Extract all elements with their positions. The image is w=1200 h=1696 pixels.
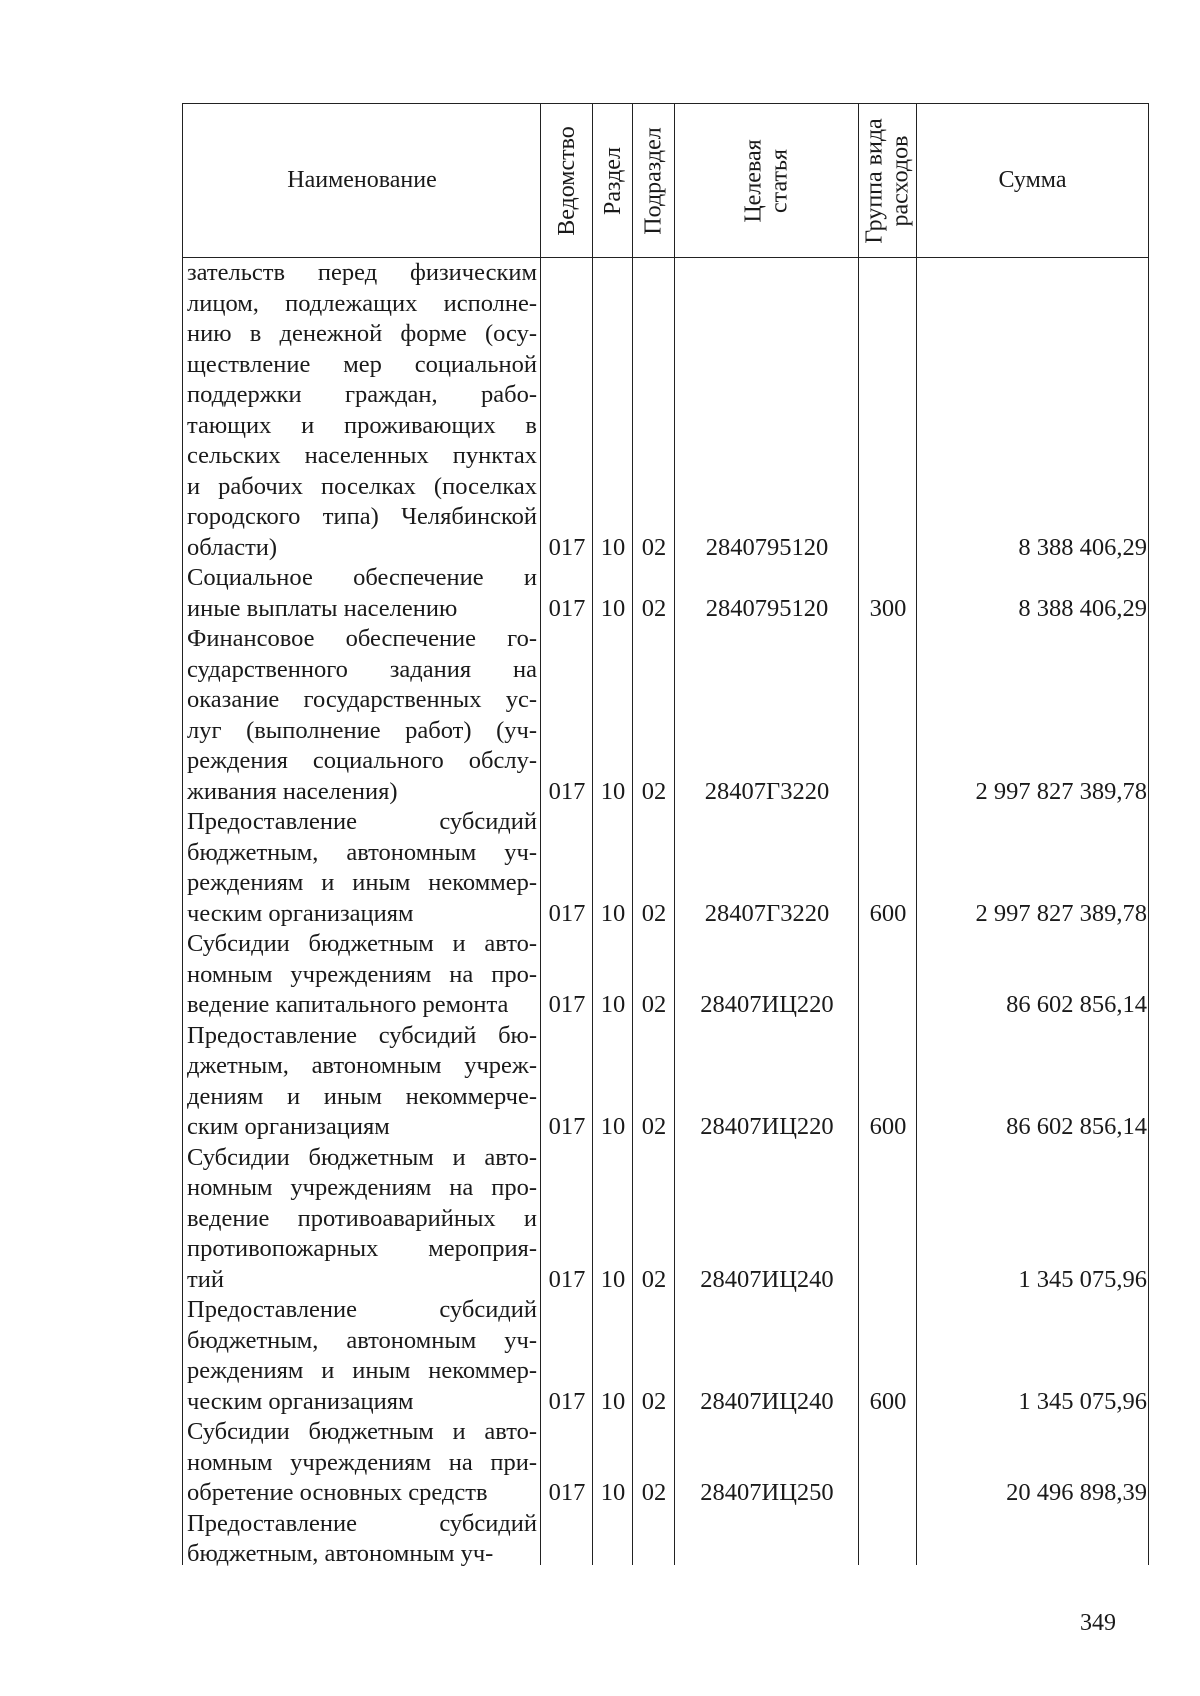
row-name-line: сельских населенных пунктах bbox=[187, 442, 537, 469]
summa-cell: 2 997 827 389,78 bbox=[975, 899, 1147, 927]
row-name-line: Предоставление субсидий бю- bbox=[187, 1021, 537, 1049]
row-name bbox=[187, 1509, 537, 1570]
podrazdel-cell: 02 bbox=[641, 777, 667, 805]
header-celevaya-line1: Целевая bbox=[740, 138, 767, 223]
podrazdel-cell: 02 bbox=[641, 594, 667, 622]
header-razdel-label: Раздел bbox=[600, 146, 627, 215]
celevaya-cell: 28407ИЦ240 bbox=[700, 1265, 834, 1293]
row-name-line: тающих и проживающих в bbox=[187, 411, 537, 439]
summa-cell: 20 496 898,39 bbox=[1006, 1479, 1147, 1506]
row-name bbox=[187, 1417, 537, 1509]
celevaya-cell: 28407ИЦ250 bbox=[700, 1479, 834, 1506]
row-name bbox=[187, 563, 537, 624]
podrazdel-cell: 02 bbox=[641, 1387, 667, 1415]
row-name-line: Субсидии бюджетным и авто- bbox=[187, 1418, 537, 1445]
vedomstvo-cell: 017 bbox=[548, 1113, 586, 1140]
table-row bbox=[183, 1143, 1148, 1296]
row-name-line: ским организациям bbox=[187, 1113, 390, 1140]
row-name-line: Предоставление субсидий bbox=[187, 1509, 537, 1537]
row-name-line: обретение основных средств bbox=[187, 1479, 488, 1506]
table-row bbox=[183, 563, 1148, 624]
summa-cell: 8 388 406,29 bbox=[1018, 533, 1147, 561]
table-row bbox=[183, 1417, 1148, 1509]
celevaya-cell: 2840795120 bbox=[705, 594, 829, 622]
row-name-line: сударственного задания на bbox=[187, 655, 537, 683]
header-summa-label: Сумма bbox=[998, 167, 1067, 193]
row-name bbox=[187, 624, 537, 807]
row-name-line: городского типа) Челябинской bbox=[187, 503, 537, 530]
row-name-line: джетным, автономным учреж- bbox=[187, 1052, 537, 1079]
row-name-line: иные выплаты населению bbox=[187, 594, 458, 622]
row-name-line: лицом, подлежащих исполне- bbox=[187, 289, 537, 317]
row-name-line: бюджетным, автономным уч- bbox=[187, 838, 537, 866]
budget-table bbox=[182, 103, 1149, 1565]
gruppa-cell: 600 bbox=[869, 1113, 907, 1140]
header-gruppa bbox=[859, 104, 917, 257]
razdel-cell: 10 bbox=[600, 1265, 626, 1293]
gruppa-cell: 600 bbox=[869, 1387, 907, 1415]
razdel-cell: 10 bbox=[600, 533, 626, 561]
row-name-line: оказание государственных ус- bbox=[187, 686, 537, 713]
row-name-line: номным учреждениям на при- bbox=[187, 1448, 537, 1476]
summa-cell: 86 602 856,14 bbox=[1006, 991, 1147, 1018]
celevaya-cell: 28407Г3220 bbox=[704, 899, 830, 927]
razdel-cell: 10 bbox=[600, 594, 626, 622]
header-name-label: Наименование bbox=[287, 167, 437, 193]
row-name-line: ческим организациям bbox=[187, 1387, 414, 1415]
row-name-line: реждениям и иным некоммер- bbox=[187, 869, 537, 896]
table-row bbox=[183, 258, 1148, 563]
row-name-line: ведение капитального ремонта bbox=[187, 991, 509, 1018]
row-name-line: Предоставление субсидий bbox=[187, 808, 537, 835]
row-name bbox=[187, 1143, 537, 1296]
row-name-line: ществление мер социальной bbox=[187, 350, 537, 378]
celevaya-cell: 28407ИЦ220 bbox=[700, 1113, 834, 1140]
header-celevaya-label bbox=[741, 139, 793, 222]
header-name bbox=[183, 104, 541, 257]
row-name-line: нию в денежной форме (осу- bbox=[187, 320, 537, 347]
table-header bbox=[183, 103, 1148, 258]
vedomstvo-cell: 017 bbox=[548, 533, 586, 561]
row-name bbox=[187, 807, 537, 929]
header-podrazdel-label: Подраздел bbox=[641, 126, 668, 235]
row-name-line: противопожарных мероприя- bbox=[187, 1235, 537, 1262]
table-row bbox=[183, 929, 1148, 1021]
razdel-cell: 10 bbox=[600, 777, 626, 805]
row-name-line: луг (выполнение работ) (уч- bbox=[187, 716, 537, 744]
header-podrazdel bbox=[633, 104, 675, 257]
header-celevaya-line2: статья bbox=[766, 148, 793, 213]
summa-cell: 8 388 406,29 bbox=[1018, 594, 1147, 622]
row-name bbox=[187, 1295, 537, 1417]
vedomstvo-cell: 017 bbox=[548, 991, 586, 1018]
row-name-line: бюджетным, автономным уч- bbox=[187, 1540, 494, 1567]
podrazdel-cell: 02 bbox=[641, 899, 667, 927]
table-row bbox=[183, 807, 1148, 929]
podrazdel-cell: 02 bbox=[641, 1113, 667, 1140]
celevaya-cell: 28407ИЦ220 bbox=[700, 991, 834, 1018]
row-name-line: номным учреждениям на про- bbox=[187, 960, 537, 988]
summa-cell: 86 602 856,14 bbox=[1006, 1113, 1147, 1140]
razdel-cell: 10 bbox=[600, 899, 626, 927]
row-name-line: реждения социального обслу- bbox=[187, 747, 537, 774]
razdel-cell: 10 bbox=[600, 991, 626, 1018]
podrazdel-cell: 02 bbox=[641, 991, 667, 1018]
gruppa-cell: 300 bbox=[869, 594, 907, 622]
podrazdel-cell: 02 bbox=[641, 533, 667, 561]
summa-cell: 1 345 075,96 bbox=[1018, 1265, 1147, 1293]
header-gruppa-label bbox=[862, 118, 914, 243]
row-name-line: Финансовое обеспечение го- bbox=[187, 625, 537, 652]
celevaya-cell: 28407ИЦ240 bbox=[700, 1387, 834, 1415]
table-row bbox=[183, 1509, 1148, 1570]
table-row bbox=[183, 1021, 1148, 1143]
summa-cell: 2 997 827 389,78 bbox=[975, 777, 1147, 805]
row-name-line: номным учреждениям на про- bbox=[187, 1174, 537, 1201]
podrazdel-cell: 02 bbox=[641, 1265, 667, 1293]
table-row bbox=[183, 624, 1148, 807]
row-name-line: реждениям и иным некоммер- bbox=[187, 1357, 537, 1384]
row-name-line: области) bbox=[187, 533, 278, 561]
razdel-cell: 10 bbox=[600, 1113, 626, 1140]
row-name-line: живания населения) bbox=[187, 777, 398, 805]
row-name-line: поддержки граждан, рабо- bbox=[187, 381, 537, 408]
celevaya-cell: 2840795120 bbox=[705, 533, 829, 561]
razdel-cell: 10 bbox=[600, 1479, 626, 1506]
vedomstvo-cell: 017 bbox=[548, 1479, 586, 1506]
row-name bbox=[187, 1021, 537, 1143]
vedomstvo-cell: 017 bbox=[548, 594, 586, 622]
vedomstvo-cell: 017 bbox=[548, 1387, 586, 1415]
razdel-cell: 10 bbox=[600, 1387, 626, 1415]
row-name-line: и рабочих поселках (поселках bbox=[187, 472, 537, 500]
row-name bbox=[187, 929, 537, 1021]
header-vedomstvo bbox=[541, 104, 593, 257]
gruppa-cell: 600 bbox=[869, 899, 907, 927]
podrazdel-cell: 02 bbox=[641, 1479, 667, 1506]
row-name-line: ческим организациям bbox=[187, 899, 414, 927]
celevaya-cell: 28407Г3220 bbox=[704, 777, 830, 805]
row-name-line: Предоставление субсидий bbox=[187, 1296, 537, 1323]
row-name-line: зательств перед физическим bbox=[187, 259, 537, 286]
row-name-line: Субсидии бюджетным и авто- bbox=[187, 1143, 537, 1171]
vedomstvo-cell: 017 bbox=[548, 899, 586, 927]
row-name-line: бюджетным, автономным уч- bbox=[187, 1326, 537, 1354]
row-name-line: Субсидии бюджетным и авто- bbox=[187, 930, 537, 957]
row-name-line: Социальное обеспечение и bbox=[187, 564, 537, 591]
header-razdel bbox=[593, 104, 633, 257]
table-row bbox=[183, 1295, 1148, 1417]
summa-cell: 1 345 075,96 bbox=[1018, 1387, 1147, 1415]
row-name bbox=[187, 258, 537, 563]
header-summa bbox=[917, 104, 1148, 257]
header-vedomstvo-label: Ведомство bbox=[554, 125, 580, 236]
vedomstvo-cell: 017 bbox=[548, 1265, 586, 1293]
row-name-line: ведение противоаварийных и bbox=[187, 1204, 537, 1232]
row-name-line: тий bbox=[187, 1265, 224, 1293]
page-number: 349 bbox=[1080, 1610, 1116, 1636]
row-name-line: дениям и иным некоммерче- bbox=[187, 1082, 537, 1110]
header-gruppa-line2: расходов bbox=[888, 135, 914, 226]
vedomstvo-cell: 017 bbox=[548, 777, 586, 805]
header-celevaya bbox=[675, 104, 859, 257]
header-gruppa-line1: Группа вида bbox=[862, 117, 888, 244]
